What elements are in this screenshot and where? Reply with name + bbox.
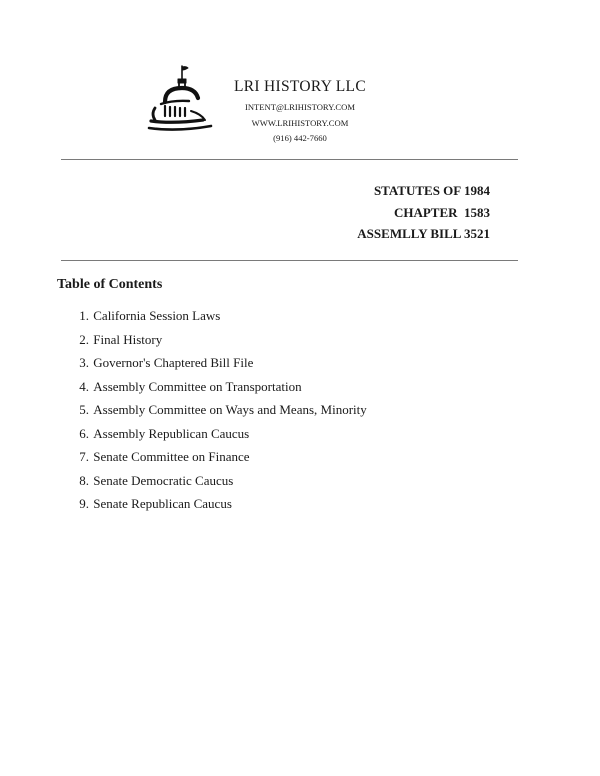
toc-heading: Table of Contents	[57, 277, 163, 292]
company-website: WWW.LRIHISTORY.COM	[251, 117, 349, 128]
toc-item-label: Assembly Committee on Transportation	[93, 378, 302, 394]
bottom-divider	[61, 260, 518, 261]
toc-item	[64, 425, 367, 449]
bill-info	[357, 180, 490, 245]
toc-item	[64, 401, 367, 425]
company-phone: (916) 442-7660	[273, 133, 327, 143]
toc-item-label: Governor's Chaptered Bill File	[93, 355, 254, 370]
bill-line: ASSEMLLY BILL 3521	[357, 226, 490, 241]
toc-item-number: 9.	[79, 496, 89, 511]
toc-item	[64, 472, 367, 496]
toc-item-number: 2.	[79, 331, 89, 347]
top-divider	[61, 159, 518, 160]
toc-item-number: 7.	[79, 449, 89, 464]
company-email: INTENT@LRIHISTORY.COM	[244, 102, 355, 112]
toc-item-label: Senate Committee on Finance	[93, 449, 250, 464]
company-name: LRI HISTORY LLC	[234, 78, 366, 95]
toc-item	[64, 307, 367, 331]
chapter-line: CHAPTER 1583	[393, 204, 490, 220]
toc-item-number: 6.	[79, 425, 89, 441]
toc-item-number: 5.	[79, 402, 89, 417]
toc-item-number: 1.	[79, 308, 89, 323]
toc-item	[64, 448, 367, 472]
toc-item-label: Assembly Republican Caucus	[93, 425, 250, 441]
toc-item-label: Senate Republican Caucus	[93, 496, 232, 511]
toc-item	[64, 354, 367, 378]
toc-item-number: 8.	[79, 472, 89, 488]
toc-item	[64, 495, 367, 519]
toc-item-number: 4.	[79, 378, 89, 394]
toc-item-number: 3.	[79, 355, 89, 370]
toc-item	[64, 331, 367, 355]
toc-item-label: Senate Democratic Caucus	[93, 472, 234, 488]
letterhead	[218, 78, 382, 147]
toc-item-label: Final History	[93, 331, 163, 347]
capitol-dome-icon	[143, 64, 215, 140]
toc-item-label: California Session Laws	[93, 308, 221, 323]
toc-item	[64, 378, 367, 402]
toc-list	[64, 307, 367, 519]
toc-item-label: Assembly Committee on Ways and Means, Minority	[93, 402, 367, 417]
statutes-line: STATUTES OF 1984	[373, 183, 490, 198]
